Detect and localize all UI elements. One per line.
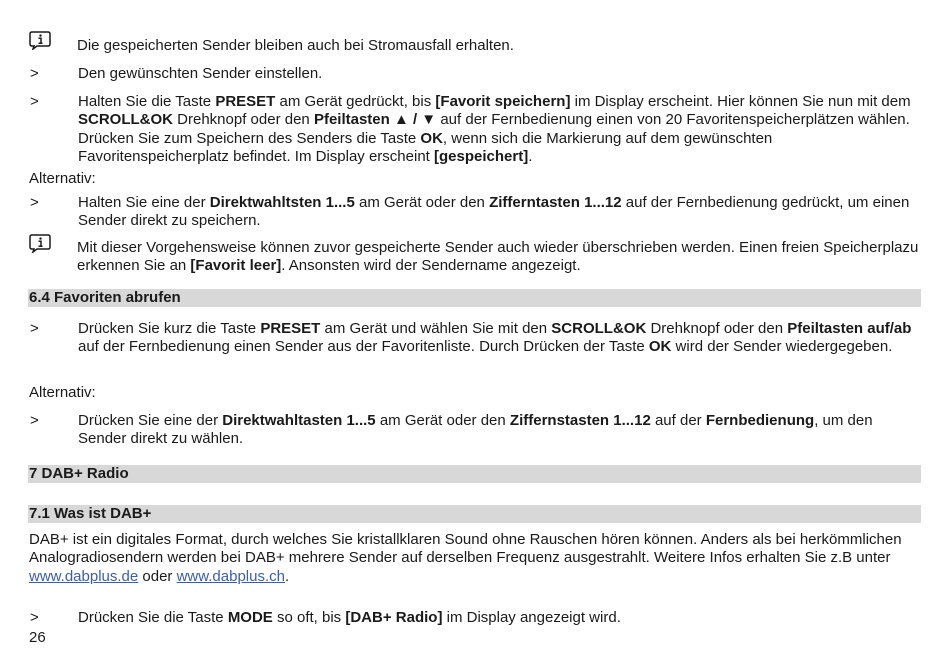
step-marker: > bbox=[30, 320, 39, 337]
info-note-1 bbox=[29, 37, 921, 55]
step-select-dab-mode-text: Drücken Sie die Taste MODE so oft, bis [DAB+ Radio] im Display angezeigt wird. bbox=[78, 609, 621, 626]
section-heading-7: 7 DAB+ Radio bbox=[28, 465, 921, 483]
alternative-label-2: Alternativ: bbox=[29, 384, 96, 401]
step-marker: > bbox=[30, 65, 39, 82]
dab-intro-paragraph: DAB+ ist ein digitales Format, durch welches Sie kristallklaren Sound ohne Rauschen hören können. Anders als bei herkömmlichen Analogradiosendern werden bei DAB+ mehrere Sender auf derselben Frequenz ausgestrahlt. Weitere Infos erhalten Sie z.B unter www.dabplus.de oder www.dabplus.ch. bbox=[29, 531, 902, 585]
step-save-preset-text: Halten Sie die Taste PRESET am Gerät gedrückt, bis [Favorit speichern] im Display erscheint. Hier können Sie nun mit dem SCROLL&OK Drehknopf oder den Pfeiltasten ▲ / ▼ auf der Fernbedienung einen von 20 Favoritenspeicherplätzen wählen. Drücken Sie zum Speichern des Senders die Taste OK, wenn sich die Markierung auf dem gewünschten Favoritenspeicherplatz befindet. Im Display erscheint [gespeichert]. bbox=[78, 93, 911, 165]
step-direct-save-text: Halten Sie eine der Direktwahltsten 1...5 am Gerät oder den Zifferntasten 1...12 auf der Fernbedienung gedrückt, um einen Sender direkt zu speichern. bbox=[78, 194, 910, 230]
step-recall-favorite-text: Drücken Sie kurz die Taste PRESET am Gerät und wählen Sie mit den SCROLL&OK Drehknopf oder den Pfeiltasten auf/ab auf der Fernbedienung einen Sender aus der Favoritenliste. Durch Drücken der Taste OK wird der Sender wiedergegeben. bbox=[78, 320, 912, 356]
step-direct-recall-text: Drücken Sie eine der Direktwahltasten 1...5 am Gerät oder den Ziffernstasten 1...12 auf der Fernbedienung, um den Sender direkt zu wählen. bbox=[78, 412, 873, 448]
info-note-2-text: Mit dieser Vorgehensweise können zuvor gespeicherte Sender auch wieder überschrieben werden. Einen freien Speicherplazu erkennen Sie an [Favorit leer]. Ansonsten wird der Sendername angezeigt. bbox=[77, 239, 919, 275]
section-heading-7-1: 7.1 Was ist DAB+ bbox=[28, 505, 921, 523]
step-select-station-text: Den gewünschten Sender einstellen. bbox=[78, 65, 323, 82]
step-direct-save bbox=[29, 194, 921, 231]
step-marker: > bbox=[30, 93, 39, 110]
info-note-1-text: Die gespeicherten Sender bleiben auch bei Stromausfall erhalten. bbox=[77, 37, 514, 54]
info-note-2 bbox=[29, 239, 921, 276]
link-dabplus-ch[interactable]: www.dabplus.ch bbox=[176, 567, 285, 585]
step-select-dab-mode bbox=[29, 609, 921, 627]
step-recall-favorite bbox=[29, 320, 921, 357]
step-select-station bbox=[29, 65, 921, 83]
step-marker: > bbox=[30, 609, 39, 626]
step-marker: > bbox=[30, 194, 39, 211]
step-marker: > bbox=[30, 412, 39, 429]
step-save-preset bbox=[29, 93, 921, 166]
step-direct-recall bbox=[29, 412, 921, 449]
alternative-label-1: Alternativ: bbox=[29, 170, 96, 187]
link-dabplus-de[interactable]: www.dabplus.de bbox=[29, 567, 139, 585]
section-heading-6-4: 6.4 Favoriten abrufen bbox=[28, 289, 921, 307]
page-number: 26 bbox=[29, 629, 46, 646]
